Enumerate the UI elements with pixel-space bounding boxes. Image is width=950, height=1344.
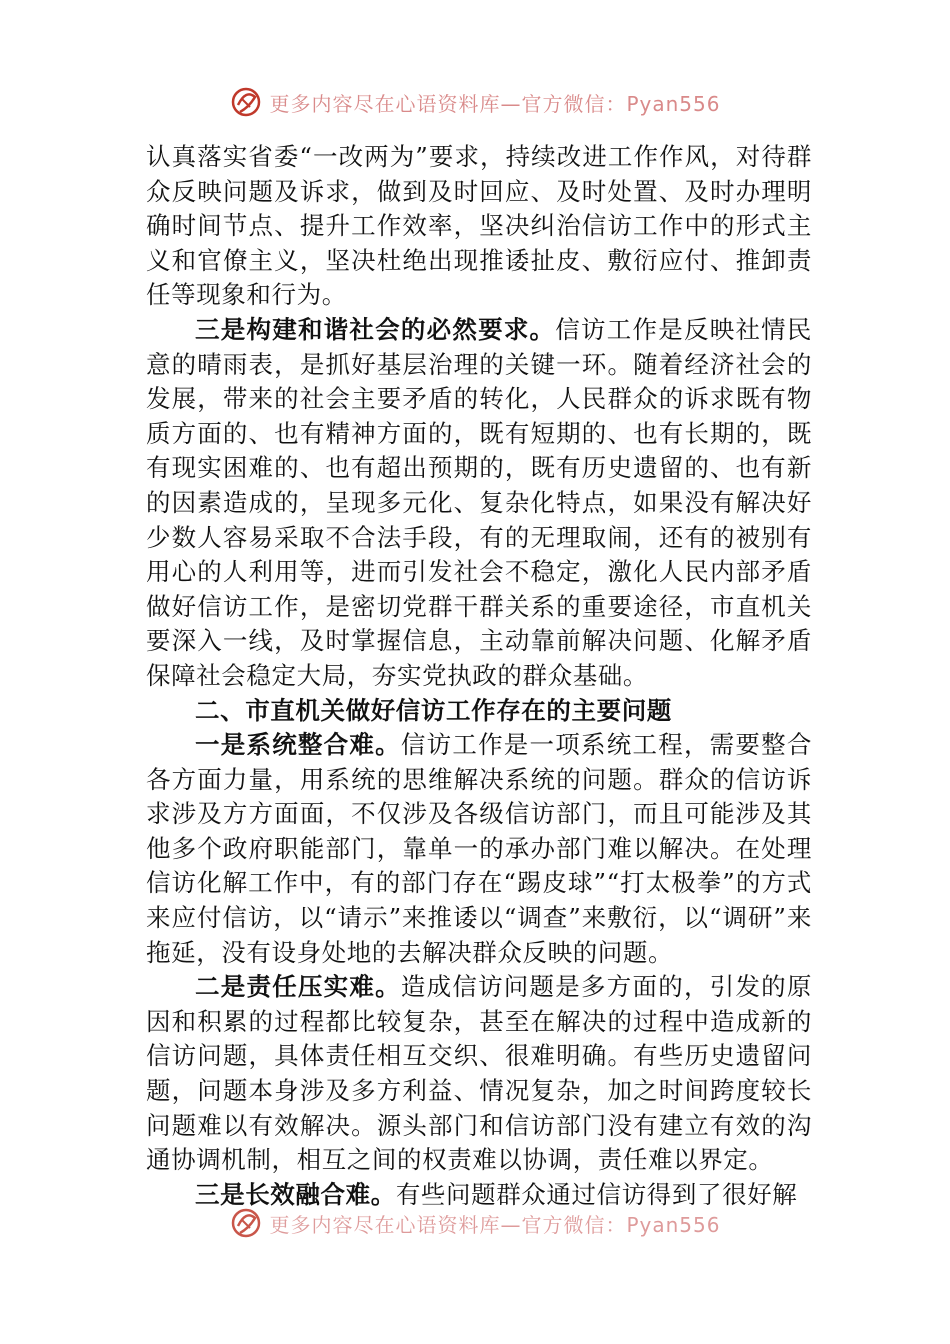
problem-2-lead: 二是责任压实难。 (195, 972, 401, 1002)
problem-2-text: 造成信访问题是多方面的，引发的原因和积累的过程都比较复杂，甚至在解决的过程中造成新的信访问题，具体责任相互交织、很难明确。有些历史遗留问题，问题本身涉及多方利益、情况复杂，加之时间跨度较长问题难以有效解决。源头部门和信访部门没有建立有效的沟通协调机制，相互之间的权责难以协调，责任难以界定。 (146, 972, 812, 1175)
paragraph-1 (146, 140, 812, 313)
section-heading: 二、市直机关做好信访工作存在的主要问题 (195, 695, 672, 725)
paragraph-2-lead: 三是构建和谐社会的必然要求。 (195, 314, 556, 344)
watermark-header (0, 82, 950, 122)
paragraph-2 (146, 313, 812, 694)
problem-3-text: 有些问题群众通过信访得到了很好解 (395, 1179, 798, 1209)
paragraph-2-text: 信访工作是反映社情民意的晴雨表，是抓好基层治理的关键一环。随着经济社会的发展，带来的社会主要矛盾的转化，人民群众的诉求既有物质方面的、也有精神方面的，既有短期的、也有长期的，既有现实困难的、也有超出预期的，既有历史遗留的、也有新的因素造成的，呈现多元化、复杂化特点，如果没有解决好少数人容易采取不合法手段，有的无理取闹，还有的被别有用心的人利用等，进而引发社会不稳定，激化人民内部矛盾做好信访工作，是密切党群干群关系的重要途径，市直机关要深入一线，及时掌握信息，主动靠前解决问题、化解矛盾保障社会稳定大局，夯实党执政的群众基础。 (146, 314, 813, 690)
problem-1-lead: 一是系统整合难。 (195, 730, 401, 760)
problem-1 (146, 728, 812, 970)
problem-2 (146, 970, 812, 1178)
problem-1-text: 信访工作是一项系统工程，需要整合各方面力量，用系统的思维解决系统的问题。群众的信访诉求涉及方方面面，不仅涉及各级信访部门，而且可能涉及其他多个政府职能部门，靠单一的承办部门难以解决。在处理信访化解工作中，有的部门存在“踢皮球”“打太极拳”的方式来应付信访，以“请示”来推诿以“调查”来敷衍，以“调研”来拖延，没有设身处地的去解决群众反映的问题。 (146, 730, 812, 967)
watermark-logo-icon (229, 85, 263, 119)
paragraph-1-text: 认真落实省委“一改两为”要求，持续改进工作作风，对待群众反映问题及诉求，做到及时回应、及时处置、及时办理明确时间节点、提升工作效率，坚决纠治信访工作中的形式主义和官僚主义，坚决杜绝出现推诿扯皮、敷衍应付、推卸责任等现象和行为。 (146, 142, 812, 310)
watermark-text: 更多内容尽在心语资料库—官方微信：Pyan556 (269, 91, 721, 116)
problem-3-lead: 三是长效融合难。 (195, 1179, 396, 1209)
watermark-logo-icon (229, 1206, 263, 1240)
watermark-text: 更多内容尽在心语资料库—官方微信：Pyan556 (269, 1212, 721, 1237)
document-body (146, 140, 812, 1212)
watermark-footer (0, 1203, 950, 1243)
